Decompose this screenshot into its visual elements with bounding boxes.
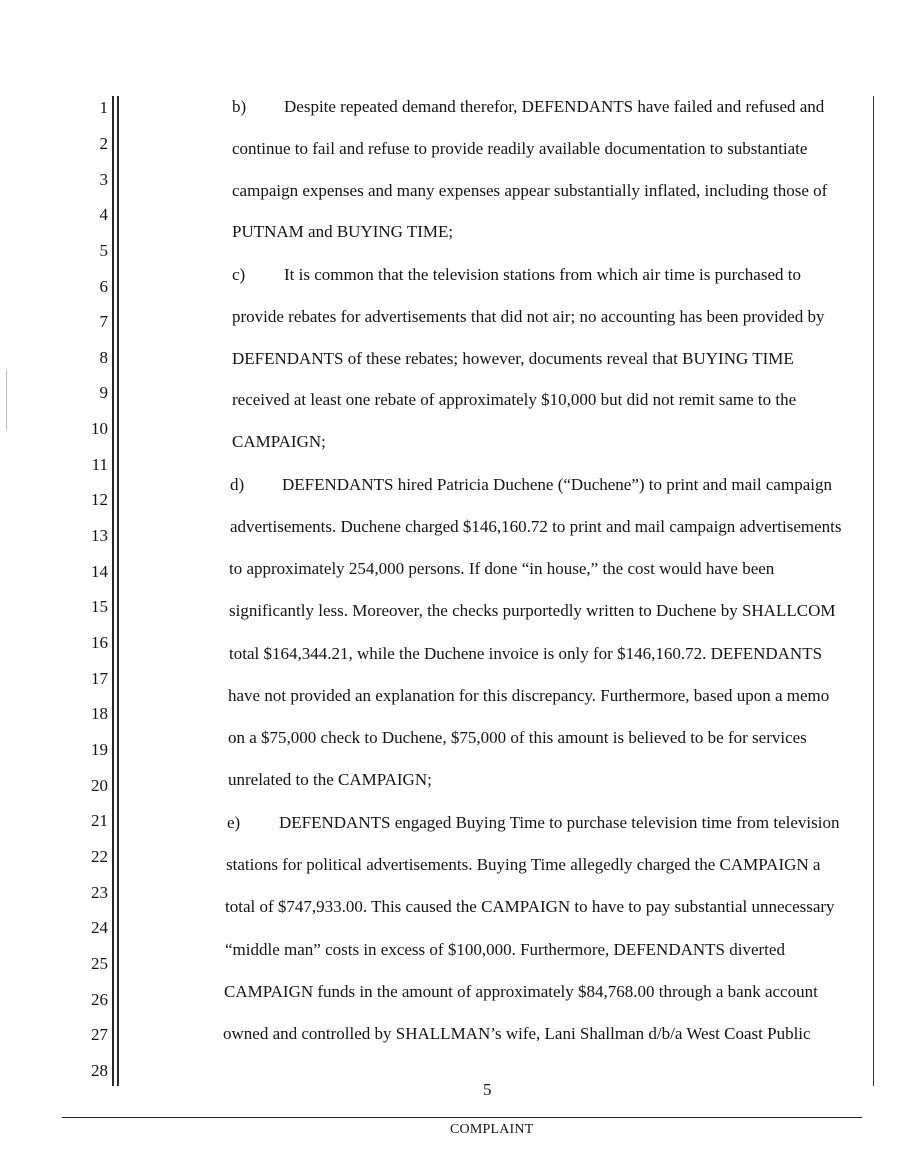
- document-title-footer: COMPLAINT: [450, 1122, 534, 1137]
- line-number: 12: [91, 490, 108, 509]
- page-number: 5: [483, 1080, 492, 1099]
- scan-edge-mark: [6, 370, 7, 430]
- text-line: unrelated to the CAMPAIGN;: [228, 770, 432, 789]
- text-line: campaign expenses and many expenses appear substantially inflated, including those of: [232, 181, 828, 200]
- text-line: have not provided an explanation for this discrepancy. Furthermore, based upon a memo: [228, 686, 830, 705]
- line-number: 5: [99, 241, 108, 260]
- text-line: advertisements. Duchene charged $146,160.72 to print and mail campaign advertisements: [230, 517, 842, 536]
- footer-divider: [62, 1117, 862, 1118]
- line-number: 3: [99, 170, 108, 189]
- margin-rule-right: [873, 96, 874, 1086]
- text-line: to approximately 254,000 persons. If done “in house,” the cost would have been: [229, 559, 775, 578]
- paragraph-first-line: [227, 813, 839, 833]
- line-number: 22: [91, 847, 108, 866]
- margin-rule-left-outer: [112, 96, 114, 1086]
- paragraph-first-line: [232, 97, 824, 117]
- text-line: DEFENDANTS engaged Buying Time to purchase television time from television: [279, 813, 840, 832]
- text-line: CAMPAIGN funds in the amount of approximately $84,768.00 through a bank account: [224, 982, 818, 1001]
- line-number: 15: [91, 597, 108, 616]
- line-number: 7: [99, 312, 108, 331]
- line-number: 13: [91, 526, 108, 545]
- line-number: 1: [99, 98, 108, 117]
- line-number: 2: [99, 134, 108, 153]
- line-number: 4: [99, 205, 108, 224]
- paragraph-label: e): [227, 813, 241, 832]
- text-line: Despite repeated demand therefor, DEFENDANTS have failed and refused and: [284, 97, 825, 116]
- line-number: 6: [99, 277, 108, 296]
- line-number: 26: [91, 990, 108, 1009]
- line-number: 20: [91, 776, 108, 795]
- text-line: DEFENDANTS hired Patricia Duchene (“Duchene”) to print and mail campaign: [282, 475, 832, 494]
- text-line: total of $747,933.00. This caused the CAMPAIGN to have to pay substantial unnecessary: [225, 897, 835, 916]
- paragraph-first-line: [230, 475, 832, 495]
- paragraph-label: b): [232, 97, 247, 116]
- text-line: PUTNAM and BUYING TIME;: [232, 222, 454, 241]
- line-number: 23: [91, 883, 108, 902]
- paragraph-label: c): [232, 265, 246, 284]
- line-number: 11: [91, 455, 108, 474]
- paragraph-first-line: [232, 265, 801, 285]
- text-line: provide rebates for advertisements that did not air; no accounting has been provided by: [232, 307, 825, 326]
- text-line: total $164,344.21, while the Duchene invoice is only for $146,160.72. DEFENDANTS: [229, 644, 823, 663]
- line-number: 14: [91, 562, 108, 581]
- line-number: 28: [91, 1061, 108, 1080]
- line-number: 9: [99, 383, 108, 402]
- line-number: 10: [91, 419, 108, 438]
- line-number: 18: [91, 704, 108, 723]
- text-line: stations for political advertisements. Buying Time allegedly charged the CAMPAIGN a: [226, 855, 821, 874]
- margin-rule-left-inner: [117, 96, 119, 1086]
- line-number: 21: [91, 811, 108, 830]
- line-number: 16: [91, 633, 108, 652]
- text-line: “middle man” costs in excess of $100,000. Furthermore, DEFENDANTS diverted: [225, 940, 785, 959]
- paragraph-label: d): [230, 475, 245, 494]
- text-line: significantly less. Moreover, the checks purportedly written to Duchene by SHALLCOM: [229, 601, 836, 620]
- line-number: 19: [91, 740, 108, 759]
- line-number: 17: [91, 669, 108, 688]
- text-line: It is common that the television stations from which air time is purchased to: [284, 265, 801, 284]
- text-line: on a $75,000 check to Duchene, $75,000 of this amount is believed to be for services: [228, 728, 807, 747]
- text-line: CAMPAIGN;: [232, 432, 326, 451]
- line-number: 8: [99, 348, 108, 367]
- text-line: owned and controlled by SHALLMAN’s wife, Lani Shallman d/b/a West Coast Public: [223, 1024, 811, 1043]
- text-line: continue to fail and refuse to provide readily available documentation to substantiate: [232, 139, 808, 158]
- text-line: received at least one rebate of approximately $10,000 but did not remit same to the: [232, 390, 797, 409]
- text-line: DEFENDANTS of these rebates; however, documents reveal that BUYING TIME: [232, 349, 794, 368]
- line-number: 27: [91, 1025, 108, 1044]
- line-number: 25: [91, 954, 108, 973]
- line-number: 24: [91, 918, 108, 937]
